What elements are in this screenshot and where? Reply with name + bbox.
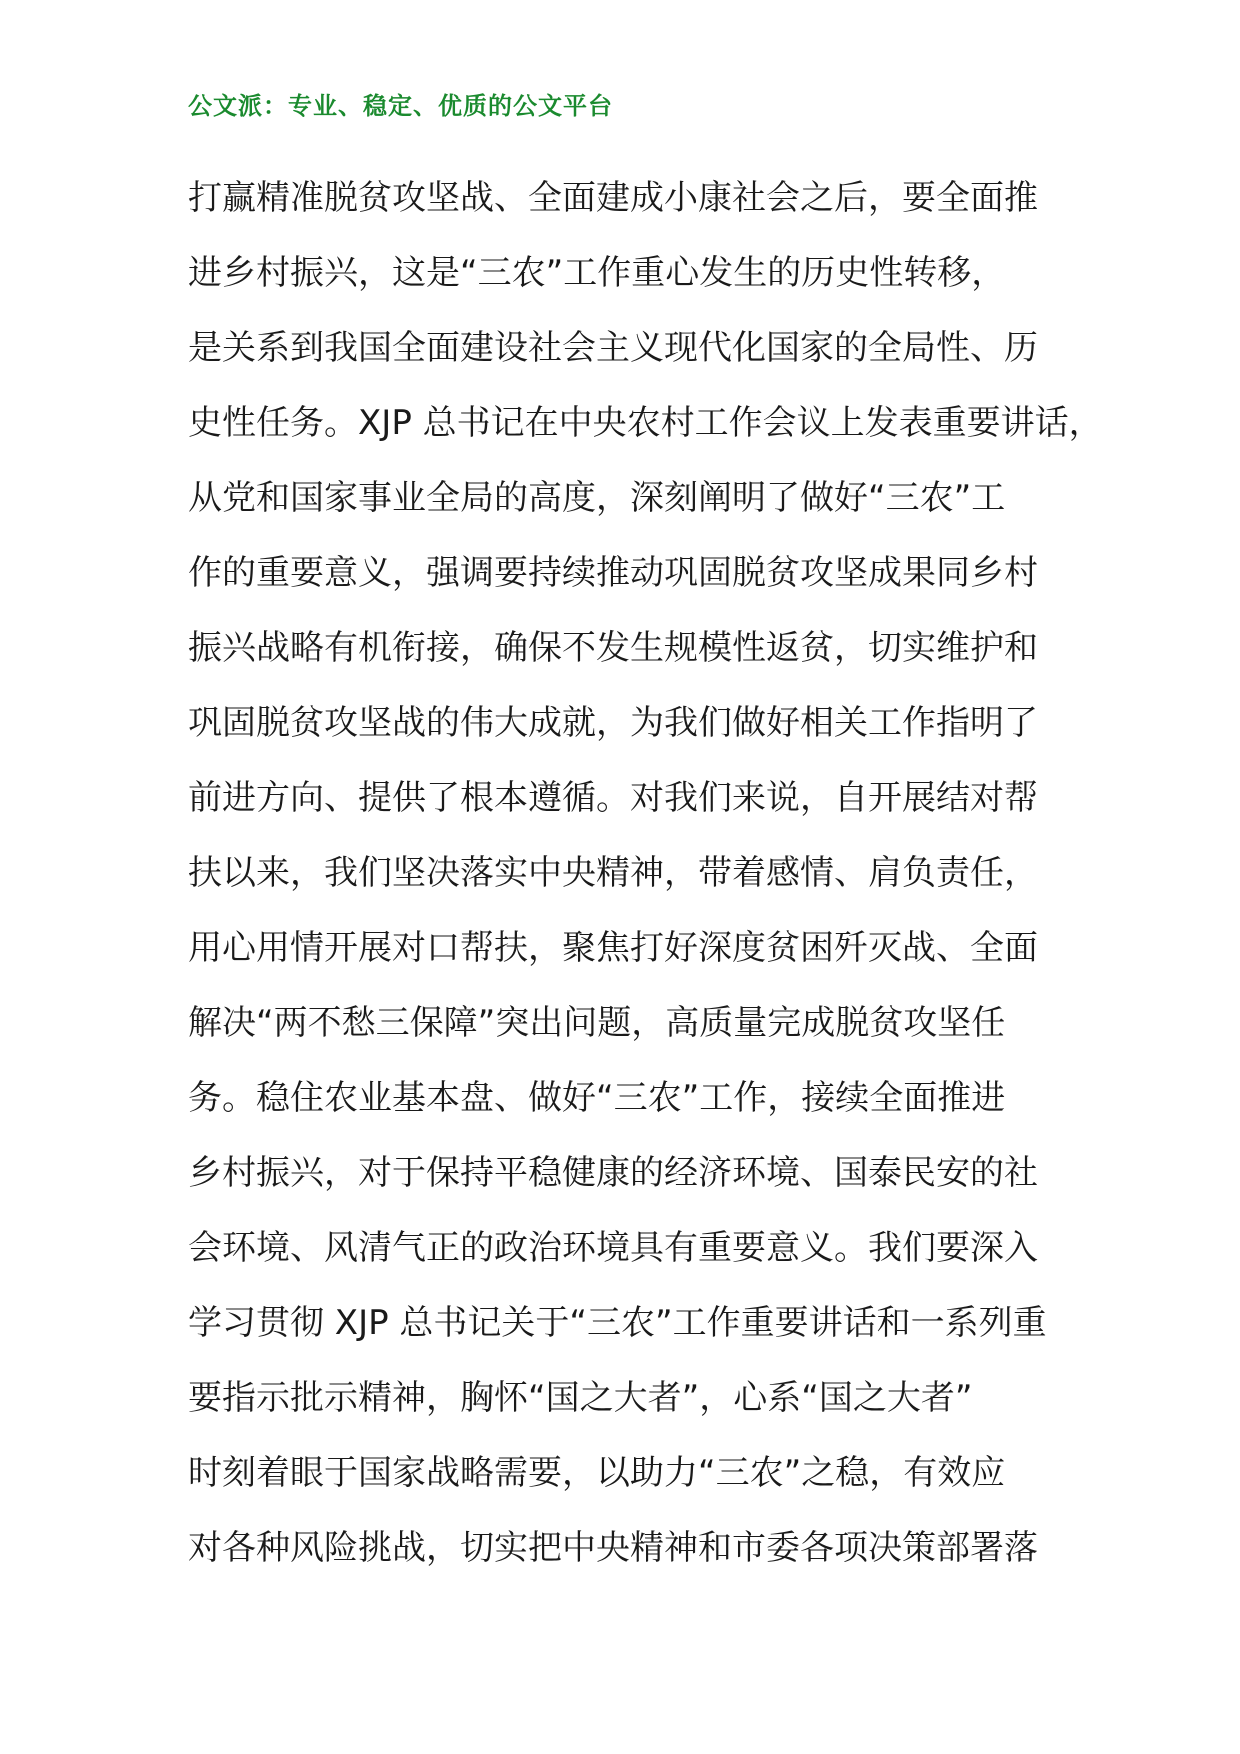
text-line: 时刻着眼于国家战略需要，以助力“三农”之稳，有效应 (188, 1453, 1006, 1493)
text-line: 乡村振兴，对于保持平稳健康的经济环境、国泰民安的社 (188, 1153, 1038, 1193)
text-line: 打赢精准脱贫攻坚战、全面建成小康社会之后，要全面推 (188, 178, 1038, 218)
text-line: 史性任务。XJP 总书记在中央农村工作会议上发表重要讲话， (188, 403, 1103, 443)
text-line: 务。稳住农业基本盘、做好“三农”工作，接续全面推进 (188, 1078, 1006, 1118)
text-line: 前进方向、提供了根本遵循。对我们来说，自开展结对帮 (188, 778, 1038, 818)
text-line: 要指示批示精神，胸怀“国之大者”，心系“国之大者” (188, 1378, 973, 1418)
text-line: 会环境、风清气正的政治环境具有重要意义。我们要深入 (188, 1228, 1038, 1268)
text-line: 是关系到我国全面建设社会主义现代化国家的全局性、历 (188, 328, 1038, 368)
text-line: 学习贯彻 XJP 总书记关于“三农”工作重要讲话和一系列重 (188, 1303, 1047, 1343)
text-line: 作的重要意义，强调要持续推动巩固脱贫攻坚成果同乡村 (188, 553, 1038, 593)
page-header-title: 公文派：专业、稳定、优质的公文平台 (188, 92, 613, 120)
text-line: 解决“两不愁三保障”突出问题，高质量完成脱贫攻坚任 (188, 1003, 1006, 1043)
text-line: 扶以来，我们坚决落实中央精神，带着感情、肩负责任， (188, 853, 1038, 893)
text-line: 用心用情开展对口帮扶，聚焦打好深度贫困歼灭战、全面 (188, 928, 1038, 968)
text-line: 从党和国家事业全局的高度，深刻阐明了做好“三农”工 (188, 478, 1006, 518)
body-paragraph (188, 168, 1103, 1593)
text-line: 进乡村振兴，这是“三农”工作重心发生的历史性转移， (188, 253, 1006, 293)
text-line: 振兴战略有机衔接，确保不发生规模性返贫，切实维护和 (188, 628, 1038, 668)
text-line: 巩固脱贫攻坚战的伟大成就，为我们做好相关工作指明了 (188, 703, 1038, 743)
text-line: 对各种风险挑战，切实把中央精神和市委各项决策部署落 (188, 1528, 1038, 1568)
